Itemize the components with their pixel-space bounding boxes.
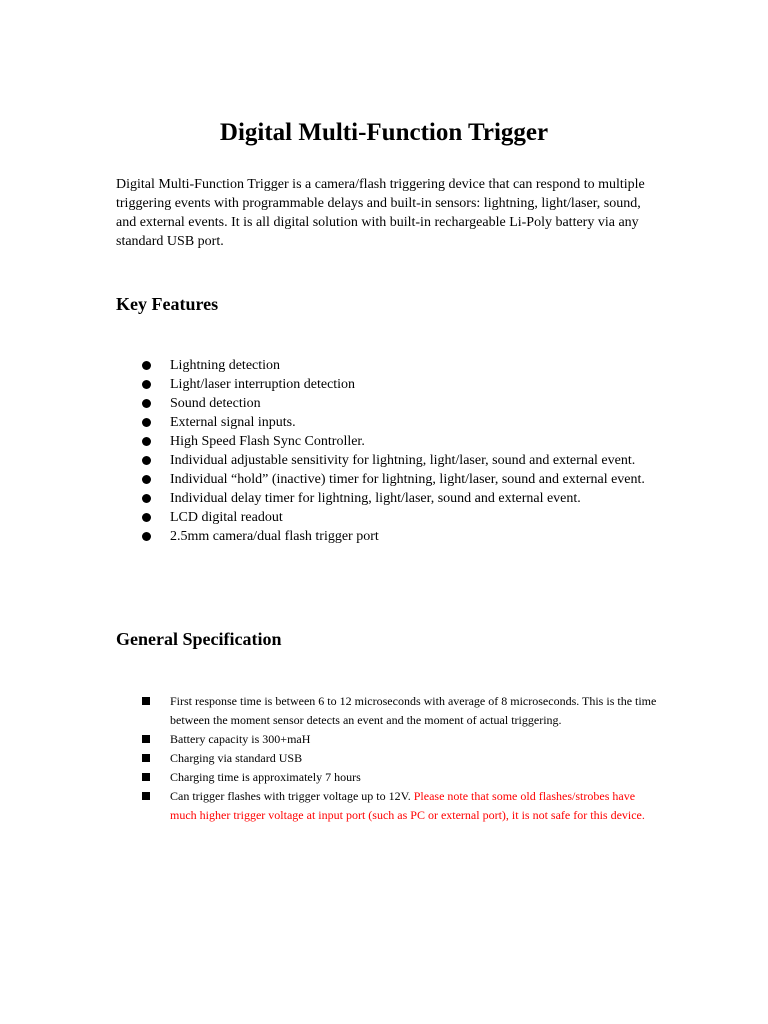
- general-specification-list: [140, 692, 660, 825]
- list-item: [140, 787, 660, 825]
- list-item: Lightning detection: [140, 356, 660, 375]
- list-item: Battery capacity is 300+maH: [140, 730, 660, 749]
- list-item: External signal inputs.: [140, 413, 660, 432]
- spec-voltage-text: Can trigger flashes with trigger voltage up to 12V.: [170, 789, 411, 803]
- document-title: Digital Multi-Function Trigger: [219, 119, 549, 146]
- list-item: First response time is between 6 to 12 microseconds with average of 8 microseconds. This is the time between the moment sensor detects an event and the moment of actual triggering.: [140, 692, 660, 730]
- general-specification-heading: General Specification: [116, 629, 282, 649]
- key-features-list: [140, 356, 660, 546]
- list-item: Individual adjustable sensitivity for lightning, light/laser, sound and external event.: [140, 451, 660, 470]
- list-item: Light/laser interruption detection: [140, 375, 660, 394]
- list-item: LCD digital readout: [140, 508, 660, 527]
- list-item: Charging time is approximately 7 hours: [140, 768, 660, 787]
- list-item: Individual “hold” (inactive) timer for lightning, light/laser, sound and external event.: [140, 470, 660, 489]
- safety-warning-text: Please note that some old flashes/strobes have much higher trigger voltage at input port (such as PC or external port), it is not safe for this device.: [170, 789, 645, 822]
- list-item: 2.5mm camera/dual flash trigger port: [140, 527, 660, 546]
- list-item: Individual delay timer for lightning, light/laser, sound and external event.: [140, 489, 660, 508]
- intro-paragraph: Digital Multi-Function Trigger is a camera/flash triggering device that can respond to multiple triggering events with programmable delays and built-in sensors: lightning, light/laser, sound, and external events. It is all digital solution with built-in rechargeable Li-Poly battery via any standard USB port.: [116, 177, 645, 249]
- list-item: Sound detection: [140, 394, 660, 413]
- list-item: High Speed Flash Sync Controller.: [140, 432, 660, 451]
- list-item: Charging via standard USB: [140, 749, 660, 768]
- key-features-heading: Key Features: [116, 294, 219, 314]
